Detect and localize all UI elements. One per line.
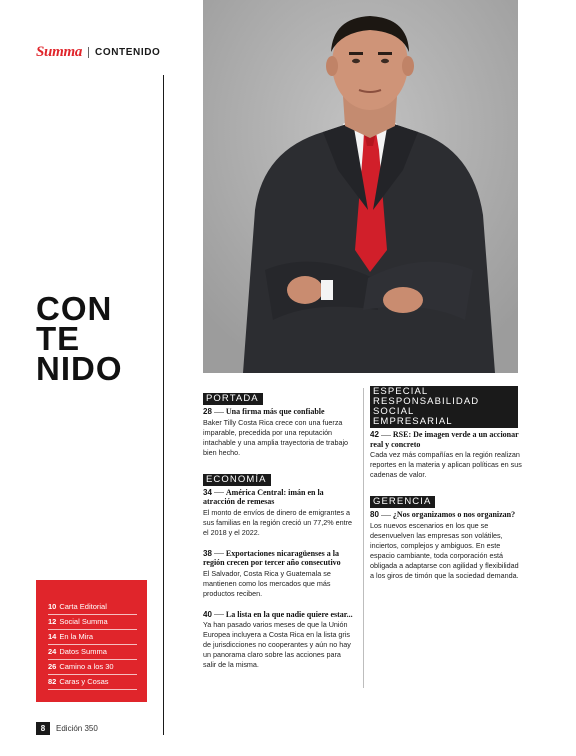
title-line: TE <box>36 320 81 357</box>
dash-divider <box>381 515 391 516</box>
contents-column-right <box>370 386 522 592</box>
page-footer <box>36 722 98 735</box>
section-label-especial <box>370 386 518 428</box>
dash-divider <box>214 614 224 615</box>
toc-page: 14 <box>48 632 57 641</box>
story-page: 34 <box>203 487 212 497</box>
story[interactable] <box>370 430 522 480</box>
story-summary: El Salvador, Costa Rica y Guatemala se mantienen como los mercados que más productos reciben. <box>203 568 331 598</box>
story-summary: Cada vez más compañías en la región realizan reportes en la materia y aplican políticas en sus cadenas de valor. <box>370 450 522 479</box>
story-heading <box>203 407 355 417</box>
story-title: Exportaciones nicaragüenses a la región crecen por tercer año consecutivo <box>203 548 341 567</box>
toc-page: 82 <box>48 677 57 686</box>
story-title: RSE: De imagen verde a un accionar real y concreto <box>370 430 519 449</box>
story-title: Una firma más que confiable <box>225 407 325 416</box>
title-line: NIDO <box>36 350 123 387</box>
section-label-portada: PORTADA <box>203 393 263 405</box>
story-page: 42 <box>370 430 379 439</box>
story-title: La lista en la que nadie quiere estar... <box>225 609 353 619</box>
toc-item[interactable] <box>48 615 137 630</box>
toc-page: 24 <box>48 647 57 656</box>
section-label-economia: ECONOMÍA <box>203 474 271 486</box>
toc-box <box>36 580 147 702</box>
toc-item[interactable] <box>48 630 137 645</box>
section-label-gerencia: GERENCIA <box>370 496 435 508</box>
story-summary: El monto de envíos de dinero de emigrantes a sus familias en la región creció un 77,2% entre el 2018 y el 2022. <box>203 507 353 537</box>
toc-label: Caras y Cosas <box>59 677 109 686</box>
toc-label: Carta Editorial <box>59 602 107 611</box>
story[interactable] <box>203 549 355 599</box>
dash-divider <box>214 492 224 493</box>
story-page: 40 <box>203 609 212 619</box>
dash-divider <box>214 412 224 413</box>
story[interactable] <box>203 407 355 458</box>
story-title: ¿Nos organizamos o nos organizan? <box>392 510 516 519</box>
brand-logo: Summa <box>36 44 83 60</box>
magazine-header <box>36 44 160 61</box>
dash-divider <box>381 435 391 436</box>
section-label-line: ESPECIAL <box>373 386 429 397</box>
dash-divider <box>214 553 224 554</box>
toc-item[interactable] <box>48 645 137 660</box>
toc-item[interactable] <box>48 600 137 615</box>
toc-item[interactable] <box>48 675 137 690</box>
story-summary: Baker Tilly Costa Rica crece con una fuerza imparable, precedida por una reputación intachable y una amplia trayectoria de trabajo bien hecho. <box>203 417 349 457</box>
story-page: 80 <box>370 510 379 519</box>
title-line: CON <box>36 290 113 327</box>
edition-label: Edición 350 <box>56 724 98 733</box>
toc-label: Social Summa <box>59 617 108 626</box>
story-title: América Central: imán en la atracción de remesas <box>203 487 324 506</box>
story-page: 28 <box>203 407 212 416</box>
vertical-rule <box>163 75 164 735</box>
toc-page: 26 <box>48 662 57 671</box>
column-rule <box>363 388 364 688</box>
story[interactable] <box>203 610 355 671</box>
story[interactable] <box>203 488 355 538</box>
story-summary: Los nuevos escenarios en los que se desenvuelven las empresas son volátiles, inciertos, complejos y ambiguos. En este espacio cambiante, toda corporación está obligada a adaptarse con agilidad y flexibilidad a los giros de timón que la sociedad demanda. <box>370 520 519 580</box>
toc-page: 12 <box>48 617 57 626</box>
toc-item[interactable] <box>48 660 137 675</box>
story-heading <box>370 510 522 520</box>
header-divider <box>88 47 89 58</box>
portrait-illustration <box>203 0 518 373</box>
portrait-photo <box>203 0 518 373</box>
story-heading <box>203 488 355 507</box>
story-page: 38 <box>203 548 212 558</box>
contents-column-left <box>203 388 355 681</box>
toc-label: Camino a los 30 <box>59 662 114 671</box>
toc-label: Datos Summa <box>59 647 107 656</box>
toc-page: 10 <box>48 602 57 611</box>
page-number: 8 <box>36 722 50 735</box>
story-heading <box>203 549 355 568</box>
story-summary: Ya han pasado varios meses de que la Unión Europea incluyera a Costa Rica en la lista gris de jurisdicciones no cooperantes y aún no hay un panorama claro sobre las acciones para salir de la misma. <box>203 620 351 669</box>
toc-label: En la Mira <box>59 632 94 641</box>
section-name: CONTENIDO <box>95 47 161 58</box>
story-heading <box>370 430 522 449</box>
page-title <box>36 290 123 387</box>
section-label-line: RESPONSABILIDAD SOCIAL <box>373 396 480 417</box>
section-label-line: EMPRESARIAL <box>373 416 453 427</box>
story[interactable] <box>370 510 522 581</box>
story-heading <box>203 610 355 620</box>
